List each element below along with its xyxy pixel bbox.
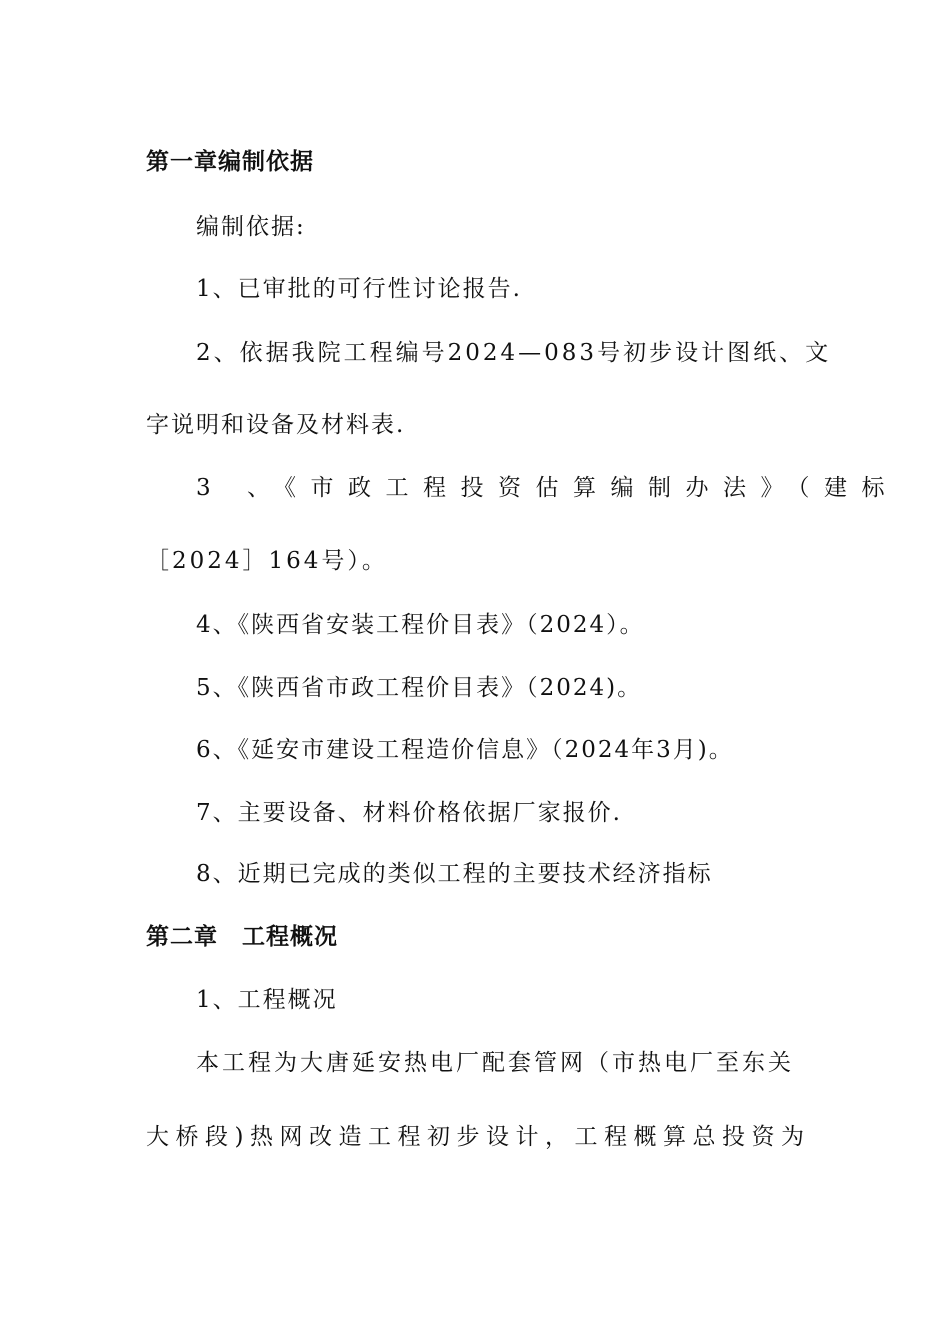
basis-item-3-line2: ［2024］164号）。: [146, 548, 388, 574]
chapter1-heading: 第一章编制依据: [146, 149, 314, 175]
basis-item-2-line2: 字说明和设备及材料表.: [146, 412, 406, 438]
basis-item-3-line1: 3 、《市政工程投资估算编制办法》（建标: [196, 475, 899, 501]
chapter2-heading: 第二章 工程概况: [146, 924, 338, 950]
basis-item-4: 4、《陕西省安装工程价目表》（2024）。: [196, 612, 645, 638]
basis-item-7: 7、主要设备、材料价格依据厂家报价.: [196, 800, 622, 826]
basis-item-8: 8、近期已完成的类似工程的主要技术经济指标: [196, 861, 713, 887]
basis-item-5: 5、《陕西省市政工程价目表》（2024)。: [196, 675, 643, 701]
basis-item-1: 1、已审批的可行性讨论报告.: [196, 276, 522, 302]
overview-paragraph-line2: 大桥段)热网改造工程初步设计，工程概算总投资为: [146, 1124, 811, 1150]
overview-paragraph-line1: 本工程为大唐延安热电厂配套管网（市热电厂至东关: [196, 1050, 794, 1076]
chapter1-intro: 编制依据:: [196, 214, 306, 240]
basis-item-2-line1: 2、依据我院工程编号2024—083号初步设计图纸、文: [196, 340, 832, 366]
chapter2-subheading: 1、工程概况: [196, 987, 338, 1013]
basis-item-6: 6、《延安市建设工程造价信息》（2024年3月)。: [196, 737, 734, 763]
